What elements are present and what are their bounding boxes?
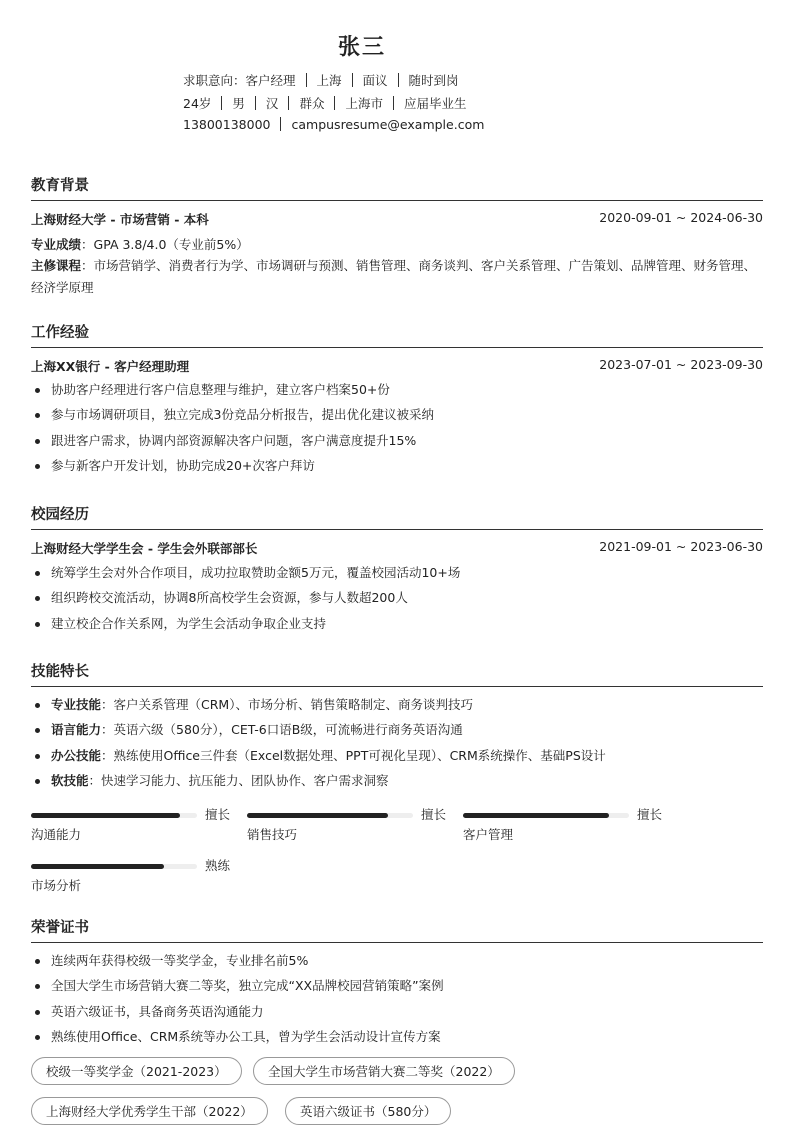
skill-bar-fill: [31, 864, 164, 869]
status: 应届毕业生: [403, 96, 467, 111]
skill-bar-track: [463, 813, 629, 818]
list-item: 协助客户经理进行客户信息整理与维护，建立客户档案50+份: [31, 380, 763, 405]
education-date: 2020-09-01 ~ 2024-06-30: [599, 210, 763, 225]
education-header: [31, 210, 763, 228]
residence: 上海市: [345, 96, 383, 111]
phone[interactable]: 13800138000: [183, 117, 271, 132]
candidate-name: 张三: [337, 35, 386, 60]
list-item: 全国大学生市场营销大赛二等奖，独立完成“XX品牌校园营销策略”案例: [31, 976, 763, 1001]
skill-level: 擅长: [637, 807, 663, 822]
age: 24岁: [183, 96, 212, 111]
section-title-education: 教育背景: [31, 174, 763, 201]
list-item: 软技能：快速学习能力、抗压能力、团队协作、客户需求洞察: [31, 771, 763, 796]
work-org: 上海XX银行 - 客户经理助理: [31, 359, 190, 374]
skill-bar-fill: [31, 813, 180, 818]
honor-items: [31, 951, 763, 1052]
personal-info-line: [183, 94, 466, 112]
list-item: 组织跨校交流活动，协调8所高校学生会资源，参与人数超200人: [31, 588, 763, 613]
gender: 男: [232, 96, 245, 111]
skill-bar-track: [247, 813, 413, 818]
section-title-skills: 技能特长: [31, 660, 763, 687]
honor-tag: 上海财经大学优秀学生干部（2022）: [31, 1097, 268, 1125]
skill-bar-fill: [463, 813, 609, 818]
score-value: ：GPA 3.8/4.0（专业前5%）: [81, 237, 249, 252]
intent-availability: 随时到岗: [408, 73, 459, 88]
honor-tag: 全国大学生市场营销大赛二等奖（2022）: [253, 1057, 515, 1085]
campus-header: [31, 539, 763, 557]
campus-date: 2021-09-01 ~ 2023-06-30: [599, 539, 763, 554]
education-courses: [31, 255, 763, 299]
section-title-honors: 荣誉证书: [31, 916, 763, 943]
skill-bar-track: [31, 864, 197, 869]
contact-line: [183, 117, 484, 132]
list-item: 统筹学生会对外合作项目，成功拉取赞助金额5万元，覆盖校园活动10+场: [31, 563, 763, 588]
email[interactable]: campusresume@example.com: [291, 117, 485, 132]
list-item: 参与新客户开发计划，协助完成20+次客户拜访: [31, 456, 763, 481]
skill-name: 市场分析: [31, 878, 82, 893]
skill-name: 客户管理: [463, 827, 514, 842]
honor-tag: 校级一等奖学金（2021-2023）: [31, 1057, 242, 1085]
work-header: [31, 357, 763, 375]
list-item: 语言能力：英语六级（580分），CET-6口语B级，可流畅进行商务英语沟通: [31, 720, 763, 745]
list-item: 跟进客户需求，协调内部资源解决客户问题，客户满意度提升15%: [31, 431, 763, 456]
work-items: [31, 380, 763, 481]
job-intent: 求职意向：客户经理: [183, 73, 296, 88]
skill-bar-track: [31, 813, 197, 818]
education-score: [31, 235, 763, 253]
education-org: 上海财经大学 - 市场营销 - 本科: [31, 212, 209, 227]
skill-level: 擅长: [205, 807, 231, 822]
skill-bar: [31, 807, 231, 847]
list-item: 英语六级证书，具备商务英语沟通能力: [31, 1002, 763, 1027]
list-item: 参与市场调研项目，独立完成3份竞品分析报告，提出优化建议被采纳: [31, 405, 763, 430]
skill-bar: [247, 807, 447, 847]
skill-bar: [31, 858, 231, 898]
intent-salary: 面议: [362, 73, 388, 88]
skill-level: 熟练: [205, 858, 231, 873]
skill-name: 沟通能力: [31, 827, 82, 842]
list-item: 熟练使用Office、CRM系统等办公工具，曾为学生会活动设计宣传方案: [31, 1027, 763, 1052]
list-item: 连续两年获得校级一等奖学金，专业排名前5%: [31, 951, 763, 976]
honor-tag: 英语六级证书（580分）: [285, 1097, 451, 1125]
skill-level: 擅长: [421, 807, 447, 822]
skill-items: [31, 695, 763, 796]
campus-items: [31, 563, 763, 639]
courses-label: 主修课程: [31, 258, 82, 273]
list-item: 办公技能：熟练使用Office三件套（Excel数据处理、PPT可视化呈现）、CRM系统操作、基础PS设计: [31, 746, 763, 771]
skill-name: 销售技巧: [247, 827, 298, 842]
ethnicity: 汉: [265, 96, 279, 111]
political-status: 群众: [299, 96, 325, 111]
skill-bar: [463, 807, 663, 847]
campus-org: 上海财经大学学生会 - 学生会外联部部长: [31, 541, 258, 556]
section-title-work: 工作经验: [31, 321, 763, 348]
list-item: 建立校企合作关系网，为学生会活动争取企业支持: [31, 614, 763, 639]
score-label: 专业成绩: [31, 237, 82, 252]
courses-value: ：市场营销学、消费者行为学、市场调研与预测、销售管理、商务谈判、客户关系管理、广告策划、品牌管理、财务管理、经济学原理: [31, 258, 757, 295]
job-intent-line: [183, 71, 459, 89]
intent-city: 上海: [316, 73, 342, 88]
list-item: 专业技能：客户关系管理（CRM）、市场分析、销售策略制定、商务谈判技巧: [31, 695, 763, 720]
work-date: 2023-07-01 ~ 2023-09-30: [599, 357, 763, 372]
skill-bar-fill: [247, 813, 388, 818]
section-title-campus: 校园经历: [31, 503, 763, 530]
